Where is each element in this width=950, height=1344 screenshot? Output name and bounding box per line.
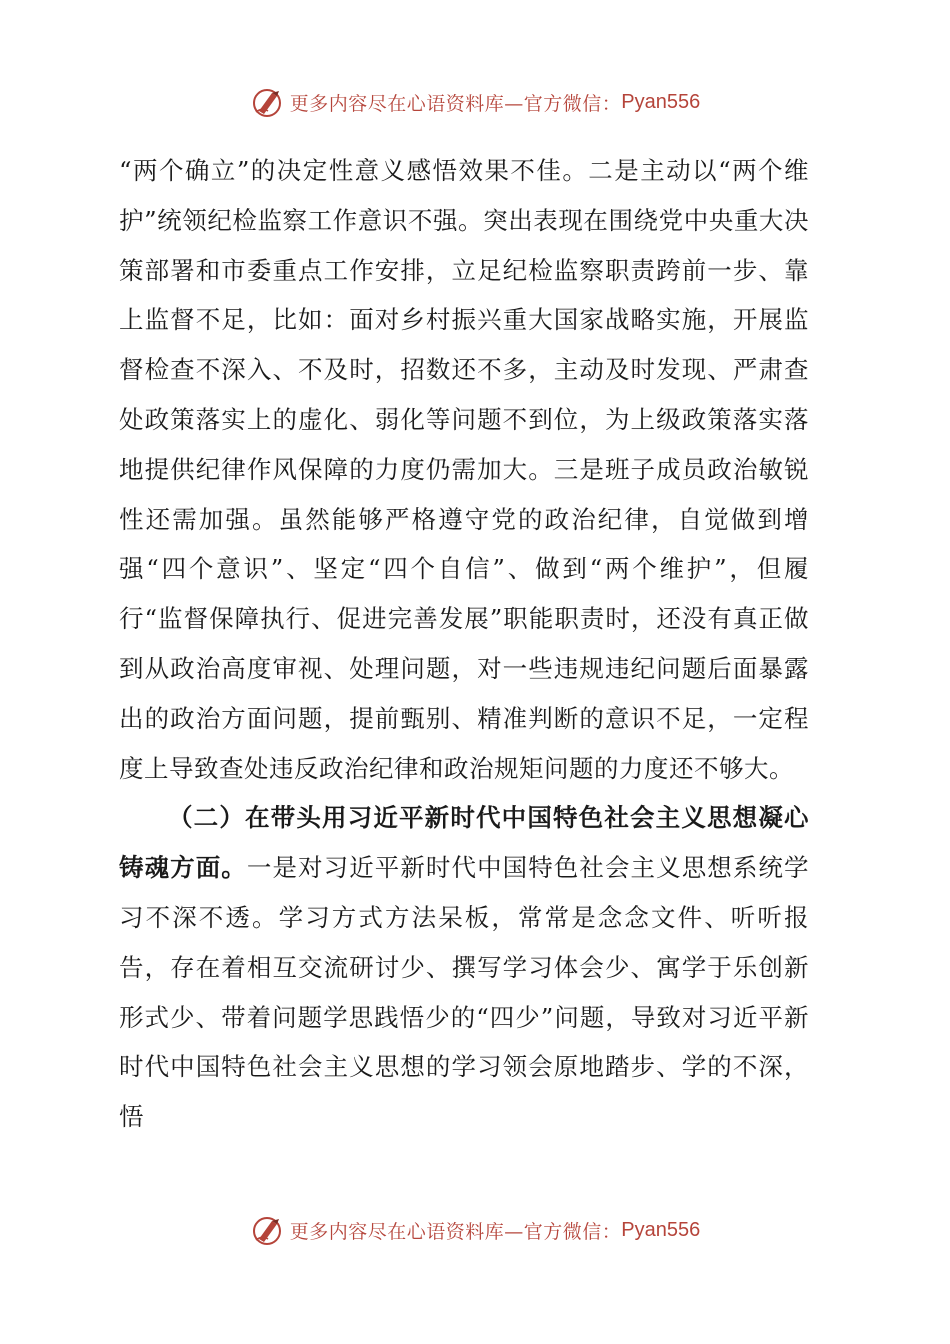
footer-watermark	[0, 1210, 950, 1250]
watermark-text: 更多内容尽在心语资料库—官方微信：	[289, 92, 622, 115]
pen-nib-circle-icon	[250, 1213, 284, 1247]
section-text: 一是对习近平新时代中国特色社会主义思想系统学习不深不透。学习方式方法呆板，常常是念念文件、听听报告，存在着相互交流研讨少、撰写学习体会少、寓学于乐创新形式少、带着问题学思践悟少的“四少”问题，导致对习近平新时代中国特色社会主义思想的学习领会原地踏步、学的不深，悟	[119, 853, 810, 1132]
body-paragraph-2	[119, 793, 809, 1142]
watermark-wechat-id: Pyan556	[621, 1218, 701, 1241]
watermark-text: 更多内容尽在心语资料库—官方微信：	[289, 1220, 622, 1243]
pen-nib-circle-icon	[250, 85, 284, 119]
header-watermark	[0, 82, 950, 122]
watermark-wechat-id: Pyan556	[621, 90, 701, 113]
body-paragraph-1: “两个确立”的决定性意义感悟效果不佳。二是主动以“两个维护”统领纪检监察工作意识不强。突出表现在围绕党中央重大决策部署和市委重点工作安排，立足纪检监察职责跨前一步、靠上监督不足，比如：面对乡村振兴重大国家战略实施，开展监督检查不深入、不及时，招数还不多，主动及时发现、严肃查处政策落实上的虚化、弱化等问题不到位，为上级政策落实落地提供纪律作风保障的力度仍需加大。三是班子成员政治敏锐性还需加强。虽然能够严格遵守党的政治纪律，自觉做到增强“四个意识”、坚定“四个自信”、做到“两个维护”，但履行“监督保障执行、促进完善发展”职能职责时，还没有真正做到从政治高度审视、处理问题，对一些违规违纪问题后面暴露出的政治方面问题，提前甄别、精准判断的意识不足，一定程度上导致查处违反政治纪律和政治规矩问题的力度还不够大。	[119, 156, 809, 783]
document-body	[119, 146, 809, 1142]
section-heading: （二）在带头用习近平新时代中国特色社会主义思想凝心铸魂方面。	[119, 803, 809, 883]
